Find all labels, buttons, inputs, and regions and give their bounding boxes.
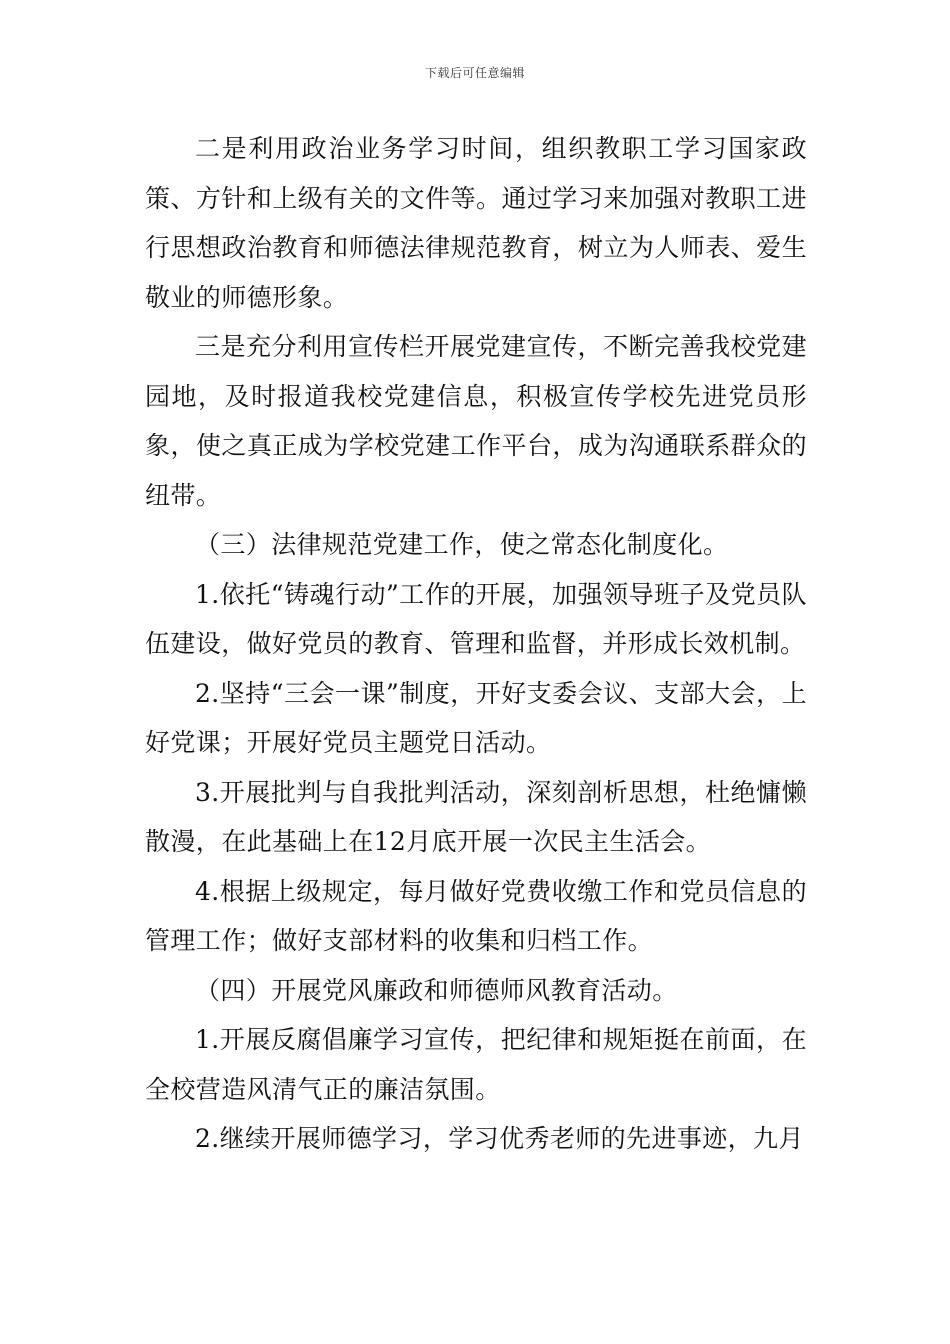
paragraph-item-2-three-meetings: 2.坚持“三会一课”制度，开好支委会议、支部大会，上好党课；开展好党员主题党日活动。 (145, 678, 807, 757)
paragraph-item-1-soul-action: 1.依托“铸魂行动”工作的开展，加强领导班子及党员队伍建设，做好党员的教育、管理和监督，并形成长效机制。 (145, 579, 807, 658)
paragraph-item-3-self-criticism: 3.开展批判与自我批判活动，深刻剖析思想，杜绝慵懒散漫，在此基础上在12月底开展一次民主生活会。 (145, 777, 807, 856)
paragraph-item-1-anti-corruption: 1.开展反腐倡廉学习宣传，把纪律和规矩挺在前面，在全校营造风清气正的廉洁氛围。 (145, 1025, 807, 1104)
section-heading-four: （四）开展党风廉政和师德师风教育活动。 (195, 975, 678, 1005)
paragraph-item-2-teacher-ethics: 2.继续开展师德学习，学习优秀老师的先进事迹，九月 (195, 1124, 804, 1153)
paragraph-bulletin-board: 三是充分利用宣传栏开展党建宣传，不断完善我校党建园地，及时报道我校党建信息，积极宣传学校先进党员形象，使之真正成为学校党建工作平台，成为沟通联系群众的纽带。 (145, 332, 807, 510)
section-heading-three: （三）法律规范党建工作，使之常态化制度化。 (195, 530, 729, 559)
paragraph-item-4-party-dues: 4.根据上级规定，每月做好党费收缴工作和党员信息的管理工作；做好支部材料的收集和归档工作。 (145, 876, 807, 955)
paragraph-political-study: 二是利用政治业务学习时间，组织教职工学习国家政策、方针和上级有关的文件等。通过学习来加强对教职工进行思想政治教育和师德法律规范教育，树立为人师表、爱生敬业的师德形象。 (145, 134, 807, 312)
page-header-note: 下载后可任意编辑 (424, 66, 525, 80)
document-body (145, 124, 807, 1164)
